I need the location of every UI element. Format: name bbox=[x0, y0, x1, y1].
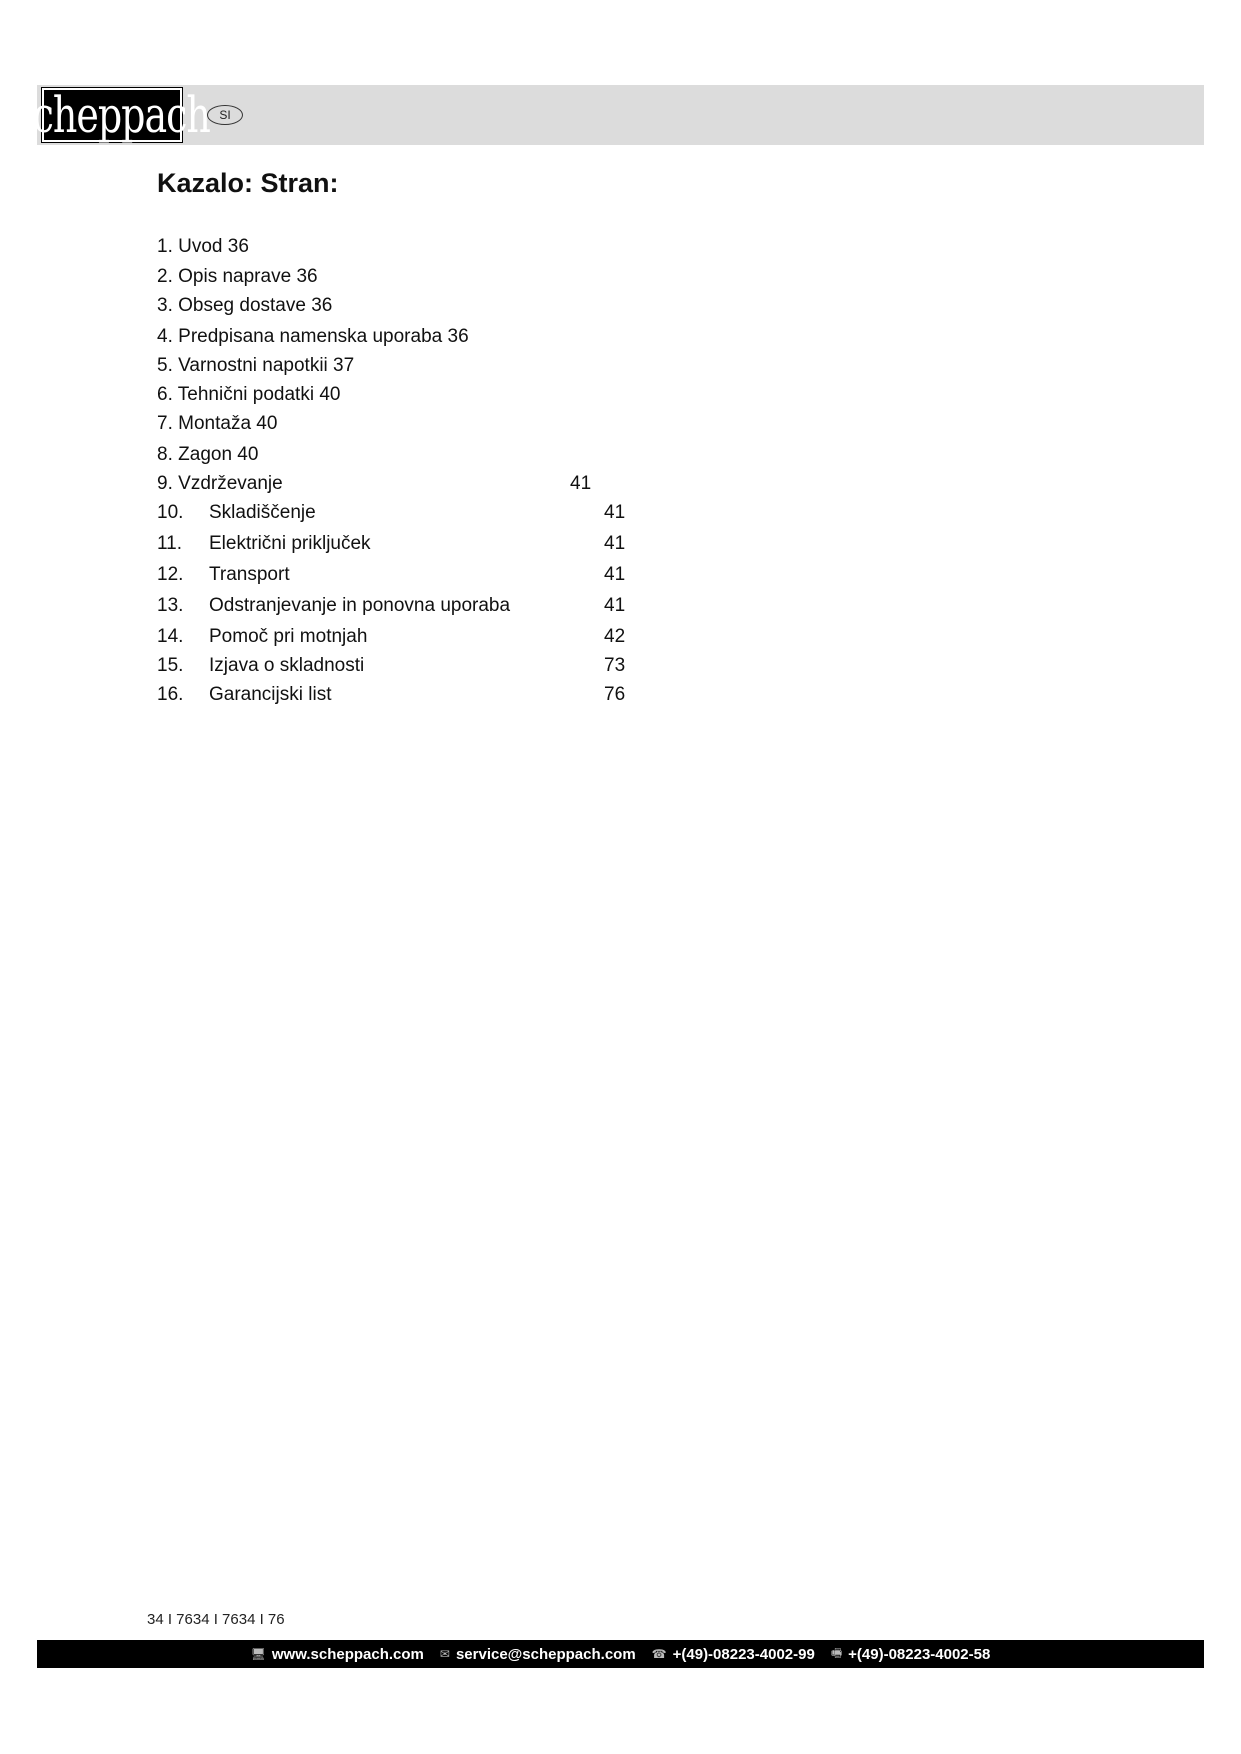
toc-item[interactable] bbox=[157, 354, 354, 378]
toc-item-label: Uvod bbox=[178, 236, 223, 257]
toc-item-num: 1. bbox=[157, 236, 173, 257]
toc-item-num: 7. bbox=[157, 413, 173, 434]
toc-item-page: 41 bbox=[570, 473, 592, 494]
toc-item[interactable] bbox=[157, 383, 340, 407]
toc-item[interactable] bbox=[157, 294, 332, 318]
toc-item-page: 42 bbox=[604, 626, 626, 647]
toc-item-page: 36 bbox=[447, 326, 469, 347]
toc-item-page: 36 bbox=[227, 236, 249, 257]
toc-item-num: 11. bbox=[157, 533, 183, 554]
logo-text: scheppach bbox=[14, 86, 210, 144]
toc-item-num: 10. bbox=[157, 502, 184, 523]
toc-item-page: 37 bbox=[333, 355, 355, 376]
toc-item-label: Zagon bbox=[178, 444, 233, 465]
toc-item[interactable] bbox=[157, 265, 318, 289]
toc-item-label: Opis naprave bbox=[178, 266, 292, 287]
toc-item-page: 36 bbox=[311, 295, 333, 316]
toc-item-page: 41 bbox=[604, 564, 626, 585]
footer-bar bbox=[37, 1640, 1204, 1668]
toc-item-num: 3. bbox=[157, 295, 173, 316]
toc-item[interactable] bbox=[157, 472, 617, 496]
toc-item-label: Obseg dostave bbox=[178, 295, 306, 316]
toc-item-page: 41 bbox=[604, 502, 626, 523]
toc-item-label: Električni priključek bbox=[209, 533, 371, 554]
toc-item[interactable] bbox=[157, 443, 258, 467]
toc-item-num: 5. bbox=[157, 355, 173, 376]
toc-item-label: Izjava o skladnosti bbox=[209, 655, 365, 676]
toc-item-label: Montaža bbox=[178, 413, 252, 434]
toc-item-label: Vzdrževanje bbox=[178, 473, 283, 494]
footer-website-text: www.scheppach.com bbox=[271, 1645, 424, 1663]
footer-website[interactable] bbox=[251, 1646, 424, 1663]
toc-item-page: 40 bbox=[319, 384, 341, 405]
toc-item-label: Garancijski list bbox=[209, 684, 332, 705]
toc-item-num: 9. bbox=[157, 473, 173, 494]
monitor-icon: 🖥 bbox=[250, 1647, 266, 1661]
footer-email-text: service@scheppach.com bbox=[455, 1645, 636, 1663]
toc-item-num: 6. bbox=[157, 384, 173, 405]
language-badge: SI bbox=[207, 105, 243, 125]
footer-phone[interactable] bbox=[652, 1646, 815, 1663]
toc-item-label: Varnostni napotkii bbox=[178, 355, 328, 376]
toc-item-page: 73 bbox=[604, 655, 626, 676]
toc-item-page: 76 bbox=[604, 684, 626, 705]
toc-item[interactable] bbox=[157, 412, 277, 436]
toc-item[interactable] bbox=[157, 325, 469, 349]
toc-item[interactable] bbox=[157, 235, 249, 259]
toc-item-num: 2. bbox=[157, 266, 173, 287]
toc-item-num: 14. bbox=[157, 626, 184, 647]
toc-item-page: 41 bbox=[604, 533, 626, 554]
phone-icon: ☎ bbox=[651, 1647, 667, 1661]
footer-fax[interactable] bbox=[831, 1644, 991, 1665]
toc-item-label: Predpisana namenska uporaba bbox=[178, 326, 443, 347]
toc-item-page: 40 bbox=[256, 413, 278, 434]
toc-item-page: 36 bbox=[296, 266, 318, 287]
toc-item-label: Pomoč pri motnjah bbox=[209, 626, 368, 647]
toc-item-num: 13. bbox=[157, 595, 184, 616]
toc-item-page: 41 bbox=[604, 595, 626, 616]
toc-item-label: Odstranjevanje in ponovna uporaba bbox=[209, 595, 511, 616]
envelope-icon: ✉ bbox=[439, 1647, 450, 1661]
fax-icon: 🖷 bbox=[830, 1645, 843, 1660]
toc-item-label: Tehnični podatki bbox=[177, 384, 315, 405]
toc-item-num: 16. bbox=[157, 684, 184, 705]
toc-title: Kazalo: Stran: bbox=[157, 168, 339, 198]
toc-item-num: 8. bbox=[157, 444, 173, 465]
toc-item-num: 12. bbox=[157, 564, 184, 585]
footer-email[interactable] bbox=[440, 1646, 636, 1663]
toc-item-label: Transport bbox=[209, 564, 290, 585]
footer-fax-text: +(49)-08223-4002-58 bbox=[848, 1645, 991, 1663]
toc-item-num: 15. bbox=[157, 655, 184, 676]
scheppach-logo bbox=[14, 86, 210, 144]
toc-item-label: Skladiščenje bbox=[209, 502, 316, 523]
toc-item-page: 40 bbox=[237, 444, 259, 465]
toc-item-num: 4. bbox=[157, 326, 173, 347]
page-number: 34 I 7634 I 7634 I 76 bbox=[147, 1611, 285, 1628]
footer-phone-text: +(49)-08223-4002-99 bbox=[672, 1645, 815, 1663]
